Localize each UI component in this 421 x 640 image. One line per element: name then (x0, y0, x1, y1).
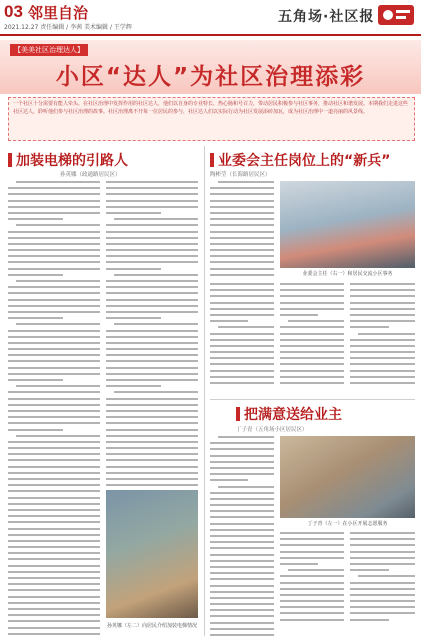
heading-bar-icon (8, 153, 12, 167)
heading-bar-icon (236, 407, 240, 421)
column-tag: 【美美社区治理达人】 (10, 44, 88, 56)
section-divider (210, 399, 415, 400)
article-1-title-text: 加装电梯的引路人 (16, 153, 128, 169)
article-1-body-col-1 (8, 181, 100, 636)
heading-bar-icon (210, 153, 214, 167)
main-headline: 小区“达人”为社区治理添彩 (55, 64, 366, 90)
article-2-body-col-1 (210, 181, 274, 279)
article-1-title (8, 150, 128, 170)
column-divider (204, 146, 205, 636)
topic-banner (0, 40, 421, 94)
intro-box (8, 97, 415, 141)
section-title: 邻里自治 (28, 4, 89, 22)
article-3-author: 丁子青（五角场小区居民区） (236, 427, 308, 433)
article-2-author: 陶彬莹（长海路居民区） (210, 172, 271, 178)
article-1-author: 孙英娜（政通路居民区） (60, 172, 121, 178)
article-3-photo-caption: 丁子青（左一）在小区开展志愿服务 (307, 521, 388, 527)
article-2-body-col-2 (280, 283, 344, 395)
newspaper-logo-icon (376, 2, 416, 28)
article-2-photo-caption: 业委会主任（右一）和居民交流小区事务 (302, 271, 393, 277)
article-3-photo (280, 436, 415, 518)
article-2-title-text: 业委会主任岗位上的“新兵” (218, 153, 391, 169)
date-line: 2021.12.27 责任编辑 / 李茜 美术编辑 / 王学辉 (4, 24, 132, 31)
article-3-body-col-3 (350, 532, 415, 636)
article-3-body-col-2 (280, 532, 344, 636)
page-number: 03 (4, 2, 23, 21)
article-3-title (236, 404, 342, 424)
article-3-body-col-1 (210, 436, 274, 636)
article-2-body-col-3 (350, 283, 415, 395)
masthead-title: 五角场·社区报 (278, 9, 375, 25)
article-1-photo (106, 490, 198, 618)
page-header (0, 0, 421, 36)
intro-text: 一个社区十分需要有能人牵头、在社区治理中发挥作用的社区达人，他们以自身的专业特长、热心肠和号召力，带动居民积极参与社区事务，推动社区和谐发展。本期我们走进这些社区达人，聆听他们参与社区治理的故事。社区治理离不开每一位居民的参与，社区达人们以实际行动为社区发展添砖加瓦，成为社区治理中一道亮丽的风景线。 (13, 101, 409, 115)
article-1-photo-caption: 孙英娜（左二）向居民介绍加装电梯情况 (106, 623, 197, 629)
article-2-body-col-1b (210, 283, 274, 395)
article-2-title (210, 150, 390, 170)
article-1-body-col-2 (106, 181, 198, 486)
article-3-title-text: 把满意送给业主 (244, 407, 342, 423)
article-2-photo (280, 181, 415, 268)
